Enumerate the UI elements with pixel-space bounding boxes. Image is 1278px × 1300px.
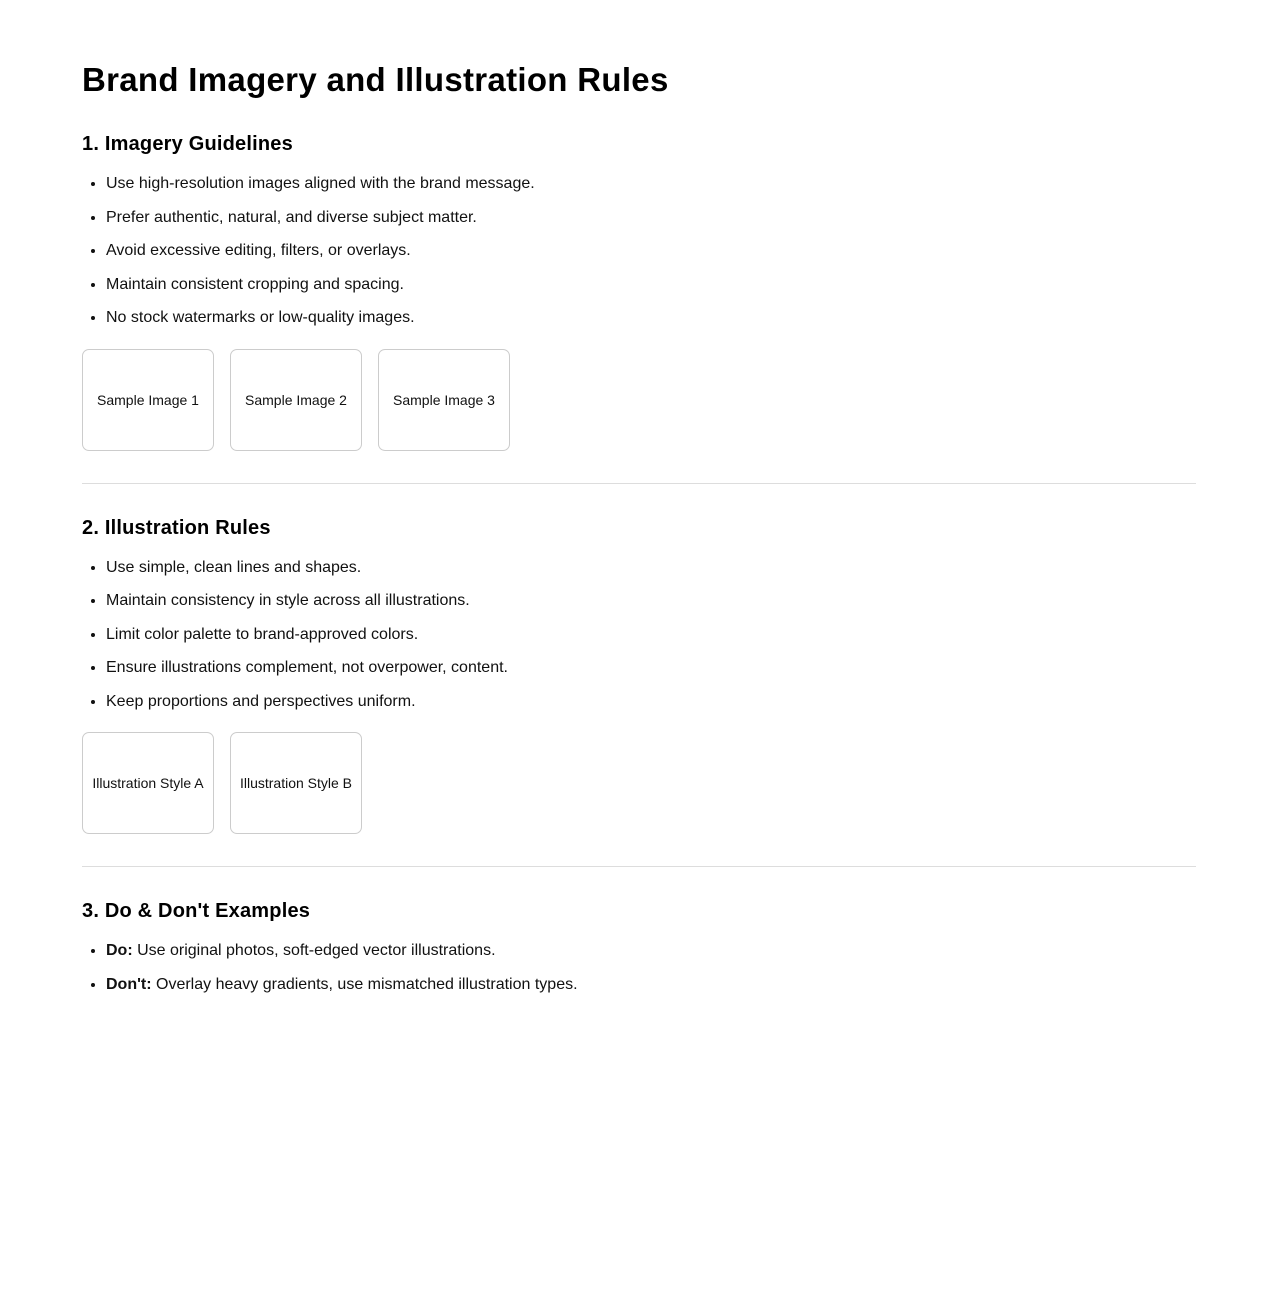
list-item: • Prefer authentic, natural, and diverse subject matter. — [106, 209, 1196, 227]
list-item: • Maintain consistency in style across all illustrations. — [106, 592, 1196, 610]
sample-image-placeholder: Sample Image 2 — [230, 349, 362, 451]
sample-image-placeholder: Sample Image 1 — [82, 349, 214, 451]
list-item: • No stock watermarks or low-quality images. — [106, 309, 1196, 327]
section-heading: 1. Imagery Guidelines — [82, 133, 293, 155]
do-dont-list — [82, 942, 1196, 994]
list-item: • Limit color palette to brand-approved colors. — [106, 626, 1196, 644]
list-item: • Maintain consistent cropping and spacing. — [106, 276, 1196, 294]
dont-text: Overlay heavy gradients, use mismatched illustration types. — [151, 975, 578, 993]
guideline-list — [82, 175, 1196, 327]
sample-image-placeholder: Sample Image 3 — [378, 349, 510, 451]
page-title: Brand Imagery and Illustration Rules — [82, 61, 669, 98]
dont-label: Don't: — [106, 975, 152, 993]
list-item: • Keep proportions and perspectives uniform. — [106, 693, 1196, 711]
section-heading: 2. Illustration Rules — [82, 516, 271, 539]
list-item-do — [106, 942, 1196, 960]
section-divider — [82, 866, 1196, 867]
list-item: • Use simple, clean lines and shapes. — [106, 559, 1196, 577]
section-do-dont — [82, 899, 1196, 994]
section-illustration-rules — [82, 516, 1196, 835]
list-item: • Avoid excessive editing, filters, or overlays. — [106, 242, 1196, 260]
illustration-placeholder: Illustration Style B — [230, 732, 362, 834]
list-item: • Ensure illustrations complement, not overpower, content. — [106, 659, 1196, 677]
do-text: Use original photos, soft-edged vector illustrations. — [132, 942, 496, 959]
rule-list — [82, 559, 1196, 711]
illustration-sample-row — [82, 732, 1196, 834]
section-imagery-guidelines — [82, 132, 1196, 451]
list-item-dont — [106, 976, 1196, 994]
section-divider — [82, 483, 1196, 484]
sample-image-row — [82, 349, 1196, 451]
illustration-placeholder: Illustration Style A — [82, 732, 214, 834]
section-heading: 3. Do & Don't Examples — [82, 900, 311, 922]
list-item: • Use high-resolution images aligned with the brand message. — [106, 175, 1196, 193]
do-label: Do: — [106, 942, 133, 959]
